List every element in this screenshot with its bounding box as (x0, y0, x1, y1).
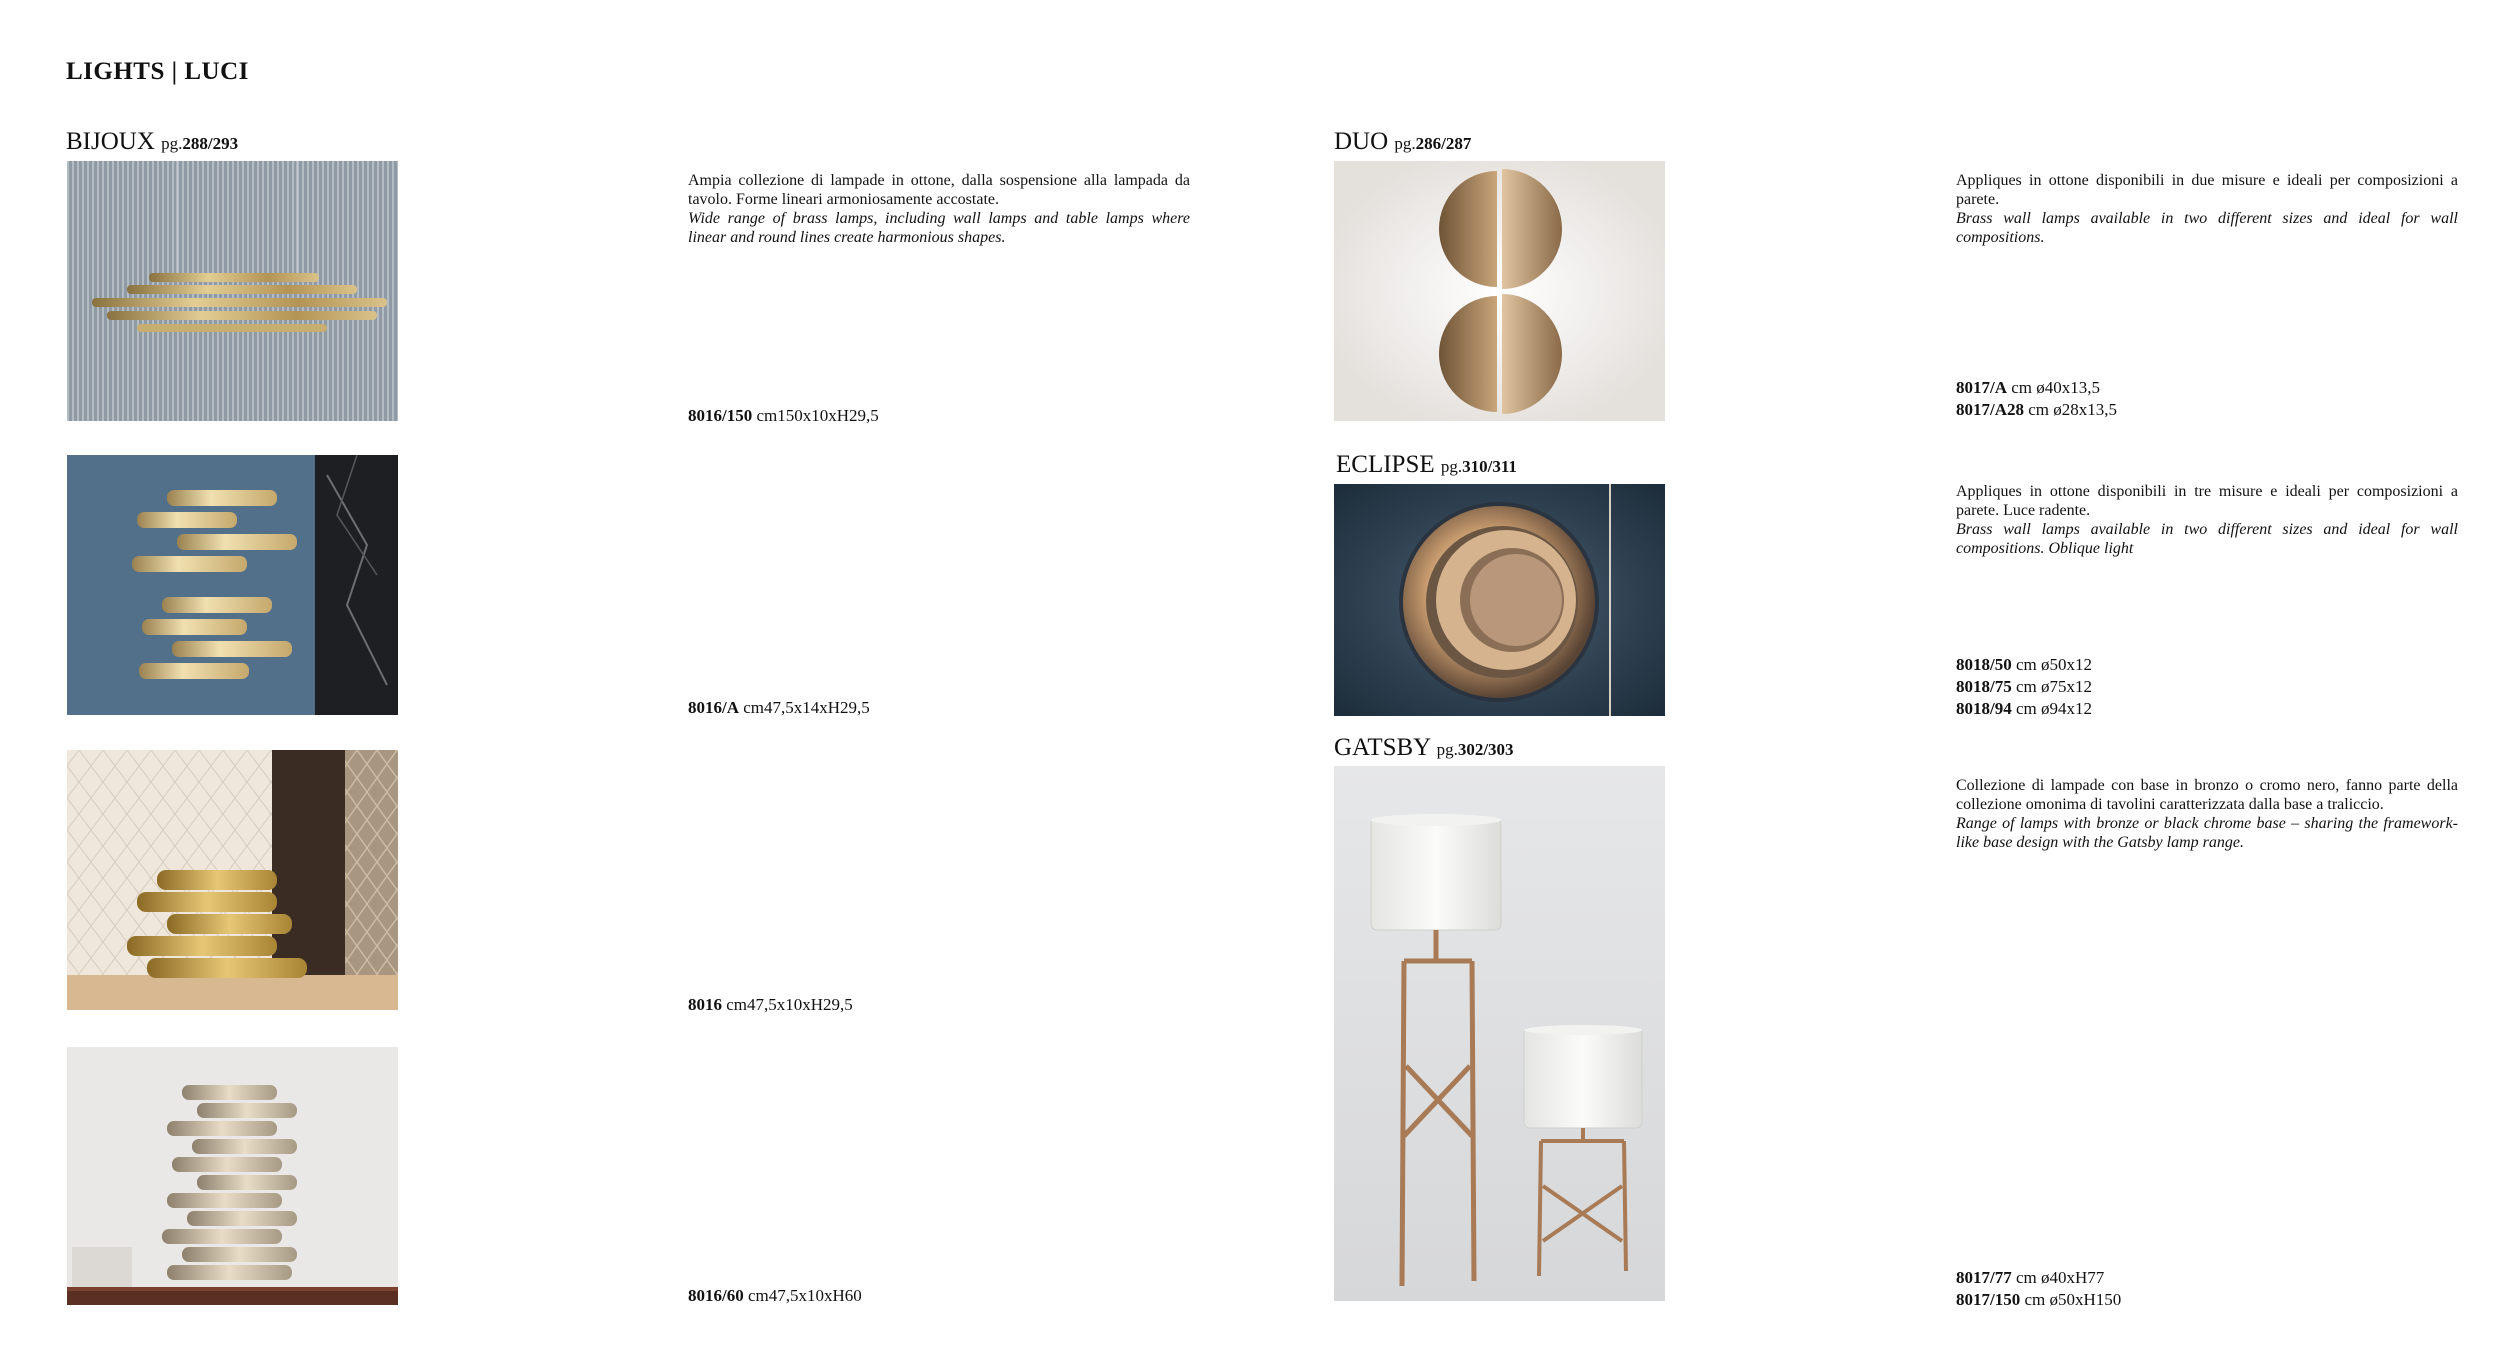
item-size: cm150x10xH29,5 (756, 406, 879, 425)
item-code: 8017/A28 (1956, 400, 2024, 419)
item-size: cm ø28x13,5 (2028, 400, 2118, 419)
item-code: 8018/50 (1956, 655, 2012, 674)
gatsby-pg-number: 302/303 (1457, 740, 1514, 759)
gatsby-items (1956, 1267, 2121, 1311)
duo-pg-label: pg. (1394, 134, 1416, 153)
duo-name: DUO (1334, 128, 1389, 155)
eclipse-description (1956, 482, 2458, 558)
duo-pg-number: 286/287 (1415, 134, 1472, 153)
item-size: cm ø94x12 (2015, 699, 2093, 718)
eclipse-item-3 (1956, 698, 2092, 720)
duo-item-2 (1956, 399, 2117, 421)
eclipse-description-it: Appliques in ottone disponibili in tre misure e ideali per composizioni a parete. Luce radente. (1956, 483, 2458, 519)
duo-title (1334, 128, 1471, 156)
item-size: cm ø75x12 (2015, 677, 2093, 696)
item-code: 8016/150 (688, 406, 753, 425)
gatsby-name: GATSBY (1334, 734, 1431, 761)
page-title: LIGHTS | LUCI (66, 58, 249, 85)
bijoux-item-2 (688, 697, 870, 719)
gatsby-description (1956, 776, 2458, 852)
duo-items (1956, 377, 2117, 421)
item-code: 8016 (688, 995, 722, 1014)
item-code: 8016/A (688, 698, 739, 717)
item-size: cm47,5x10xH60 (747, 1286, 862, 1305)
item-code: 8018/75 (1956, 677, 2012, 696)
eclipse-description-en: Brass wall lamps available in two different sizes and ideal for wall compositions. Oblique light (1956, 521, 2458, 557)
item-size: cm47,5x10xH29,5 (726, 995, 853, 1014)
item-code: 8017/77 (1956, 1268, 2012, 1287)
bijoux-pg-label: pg. (161, 134, 183, 153)
bijoux-table-lamp-photo (67, 750, 398, 1010)
gatsby-item-1 (1956, 1267, 2121, 1289)
gatsby-photo (1334, 766, 1665, 1301)
bijoux-description-en: Wide range of brass lamps, including wall lamps and table lamps where linear and round lines create harmonious shapes. (688, 210, 1190, 246)
item-code: 8018/94 (1956, 699, 2012, 718)
duo-item-1 (1956, 377, 2117, 399)
duo-description-en: Brass wall lamps available in two different sizes and ideal for wall compositions. (1956, 210, 2458, 246)
eclipse-title (1336, 451, 1517, 479)
item-size: cm ø40xH77 (2015, 1268, 2105, 1287)
bijoux-wall-lamp-photo (67, 455, 398, 715)
bijoux-item-4 (688, 1285, 862, 1307)
bijoux-description-it: Ampia collezione di lampade in ottone, dalla sospensione alla lampada da tavolo. Forme lineari armoniosamente accostate. (688, 172, 1190, 208)
eclipse-pg-number: 310/311 (1462, 457, 1517, 476)
duo-description-it: Appliques in ottone disponibili in due misure e ideali per composizioni a parete. (1956, 172, 2458, 208)
bijoux-suspension-photo (67, 161, 398, 421)
bijoux-title (66, 128, 238, 156)
gatsby-description-it: Collezione di lampade con base in bronzo o cromo nero, fanno parte della collezione omonima di tavolini caratterizzata dalla base a traliccio. (1956, 777, 2458, 813)
item-size: cm ø40x13,5 (2011, 378, 2101, 397)
bijoux-name: BIJOUX (66, 128, 155, 155)
item-code: 8016/60 (688, 1286, 744, 1305)
item-size: cm ø50xH150 (2024, 1290, 2122, 1309)
eclipse-items (1956, 654, 2092, 720)
bijoux-tall-lamp-photo (67, 1047, 398, 1305)
gatsby-pg-label: pg. (1436, 740, 1458, 759)
gatsby-title (1334, 734, 1514, 762)
bijoux-pg-number: 288/293 (182, 134, 239, 153)
eclipse-name: ECLIPSE (1336, 451, 1435, 478)
duo-photo (1334, 161, 1665, 421)
item-size: cm ø50x12 (2015, 655, 2093, 674)
eclipse-item-2 (1956, 676, 2092, 698)
item-code: 8017/A (1956, 378, 2007, 397)
eclipse-item-1 (1956, 654, 2092, 676)
eclipse-pg-label: pg. (1440, 457, 1463, 476)
gatsby-item-2 (1956, 1289, 2121, 1311)
eclipse-photo (1334, 484, 1665, 716)
bijoux-item-3 (688, 994, 853, 1016)
bijoux-item-1 (688, 405, 879, 427)
gatsby-description-en: Range of lamps with bronze or black chrome base – sharing the framework-like base design with the Gatsby lamp range. (1956, 815, 2458, 851)
duo-description (1956, 171, 2458, 247)
item-size: cm47,5x14xH29,5 (743, 698, 870, 717)
bijoux-description (688, 171, 1190, 247)
item-code: 8017/150 (1956, 1290, 2021, 1309)
